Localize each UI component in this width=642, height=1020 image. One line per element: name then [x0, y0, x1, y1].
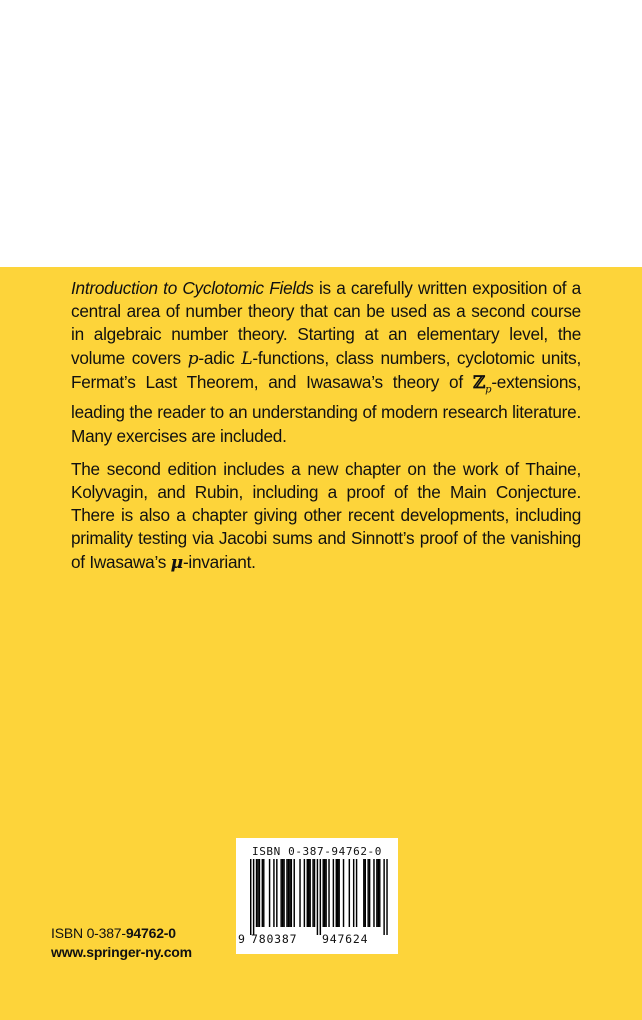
barcode-bar	[363, 859, 364, 927]
math-Z-subscript: p	[485, 384, 492, 396]
barcode-bar	[263, 859, 264, 927]
barcode-bar	[373, 859, 374, 927]
back-cover-blurb	[71, 277, 581, 585]
barcode-bar	[386, 859, 387, 935]
barcode-bar	[280, 859, 281, 927]
barcode-bar	[338, 859, 339, 927]
barcode-bar	[314, 859, 315, 927]
blurb-text: The second edition includes a new chapter on the work of Thaine, Kolyvagin, and Rubin, including a proof of the Main Conjecture. There is also a chapter giving other recent developments, including primality testing via Jacobi sums and Sinnott’s proof of the vanishing of Iwasawa’s	[71, 458, 581, 572]
barcode-bar	[379, 859, 380, 927]
barcode-bar	[356, 859, 357, 927]
isbn-bold: 94762-0	[125, 925, 176, 941]
barcode-bar	[376, 859, 377, 927]
barcode-bar	[378, 859, 379, 927]
barcode-bar	[269, 859, 270, 927]
math-p: p	[187, 348, 199, 369]
barcode-bar	[317, 859, 318, 935]
barcode-bar	[262, 859, 263, 927]
barcode-digits-right: 947624	[322, 932, 369, 946]
publisher-url[interactable]: www.springer-ny.com	[51, 944, 192, 960]
barcode-bar	[273, 859, 274, 927]
barcode-bar	[257, 859, 258, 927]
barcode-bar	[312, 859, 313, 927]
barcode-bar	[333, 859, 334, 927]
barcode-bar	[308, 859, 309, 927]
barcode-bar	[353, 859, 354, 927]
barcode-bar	[307, 859, 308, 927]
isbn-prefix: ISBN 0-387-	[51, 925, 126, 941]
barcode-bar	[276, 859, 277, 927]
barcode-bar	[289, 859, 290, 927]
barcode-bar	[294, 859, 295, 927]
barcode-bar	[309, 859, 310, 927]
barcode-bar	[349, 859, 350, 927]
barcode-bar	[288, 859, 289, 927]
barcode-bar	[365, 859, 366, 927]
barcode-bar	[304, 859, 305, 927]
barcode-isbn-text: ISBN 0-387-94762-0	[251, 845, 382, 858]
barcode-bar	[286, 859, 287, 927]
barcode-bar	[256, 859, 257, 927]
barcode-bar	[250, 859, 251, 935]
isbn-line	[51, 924, 192, 943]
cover-top-blank	[0, 0, 642, 267]
barcode-bar	[325, 859, 326, 927]
math-Z: ℤ	[472, 372, 486, 393]
barcode-bar	[282, 859, 283, 927]
barcode-bar	[259, 859, 260, 927]
barcode-bar	[328, 859, 329, 927]
book-title: Introduction to Cyclotomic Fields	[71, 278, 314, 298]
blurb-text: -extensions, leading the reader to an understanding of modern research literature. Many exercises are included.	[71, 371, 581, 446]
math-L: L	[241, 348, 253, 369]
blurb-paragraph-1	[71, 277, 581, 448]
barcode-bar	[343, 859, 344, 927]
barcode-bar	[367, 859, 368, 927]
barcode-bar	[253, 859, 254, 935]
blurb-text: -invariant.	[182, 551, 256, 572]
barcode-bar	[320, 859, 321, 935]
barcode-bar	[337, 859, 338, 927]
barcode-box	[236, 838, 398, 954]
barcode-digit-first: 9	[238, 932, 245, 946]
barcode-icon	[244, 859, 390, 935]
barcode-bar	[291, 859, 292, 927]
math-mu: μ	[170, 552, 183, 573]
barcode-bar	[299, 859, 300, 927]
math-Zp	[472, 372, 492, 396]
barcode-bar	[336, 859, 337, 927]
barcode-bar	[383, 859, 384, 935]
blurb-text: -functions, class numbers, cyclotomic units, Fermat’s Last Theorem, and Iwasawa’s theory of	[71, 347, 581, 392]
barcode-digits-left: 780387	[251, 932, 298, 946]
isbn-block	[51, 924, 192, 962]
barcode-bar	[323, 859, 324, 927]
blurb-text: -adic	[198, 347, 242, 368]
barcode-bar	[283, 859, 284, 927]
blurb-paragraph-2	[71, 458, 581, 575]
barcode-bar	[369, 859, 370, 927]
blurb-text: is a carefully written exposition of a central area of number theory that can be used as a second course in algebraic number theory. Starting at an elementary level, the volume covers	[71, 278, 581, 368]
barcode-bar	[324, 859, 325, 927]
